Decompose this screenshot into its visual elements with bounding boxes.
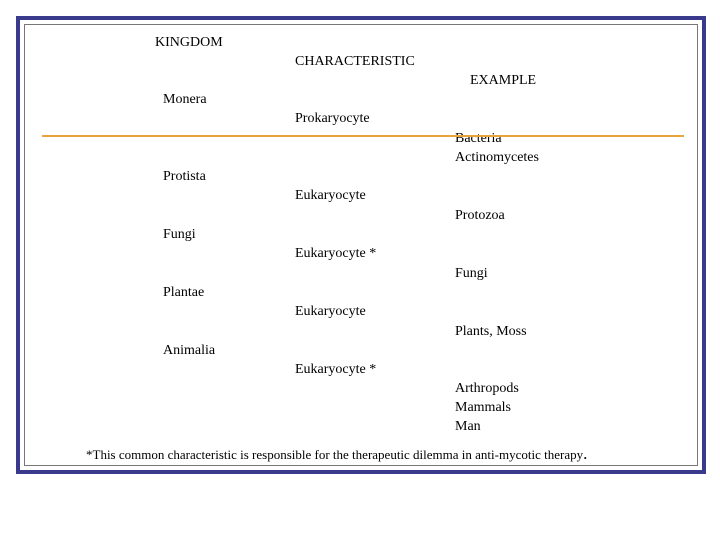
- header-example: EXAMPLE: [470, 73, 537, 88]
- examples-fungi: [455, 264, 488, 283]
- characteristic-fungi: Eukaryocyte *: [295, 246, 377, 261]
- example-item: Bacteria: [455, 131, 502, 146]
- example-item: Actinomycetes: [455, 150, 539, 165]
- example-item: Arthropods: [455, 381, 519, 396]
- kingdom-monera: Monera: [163, 92, 207, 107]
- examples-protista: [455, 206, 505, 225]
- example-item: Protozoa: [455, 208, 505, 223]
- example-item: Mammals: [455, 400, 511, 415]
- characteristic-plantae: Eukaryocyte: [295, 304, 366, 319]
- examples-plantae: [455, 322, 527, 341]
- header-kingdom: KINGDOM: [155, 35, 223, 50]
- footnote-period: .: [583, 444, 588, 463]
- kingdom-fungi: Fungi: [163, 227, 196, 242]
- example-item: Man: [455, 419, 481, 434]
- example-item: Fungi: [455, 266, 488, 281]
- examples-animalia: [455, 379, 519, 436]
- header-divider-line: [42, 135, 684, 137]
- kingdom-protista: Protista: [163, 169, 206, 184]
- footnote: [86, 444, 587, 464]
- characteristic-protista: Eukaryocyte: [295, 188, 366, 203]
- characteristic-animalia: Eukaryocyte *: [295, 362, 377, 377]
- kingdom-animalia: Animalia: [163, 343, 216, 358]
- footnote-text: *This common characteristic is responsible for the therapeutic dilemma in anti-mycotic therapy: [86, 447, 584, 462]
- header-characteristic: CHARACTERISTIC: [295, 54, 415, 69]
- characteristic-monera: Prokaryocyte: [295, 111, 370, 126]
- kingdom-plantae: Plantae: [163, 285, 205, 300]
- example-item: Plants, Moss: [455, 324, 527, 339]
